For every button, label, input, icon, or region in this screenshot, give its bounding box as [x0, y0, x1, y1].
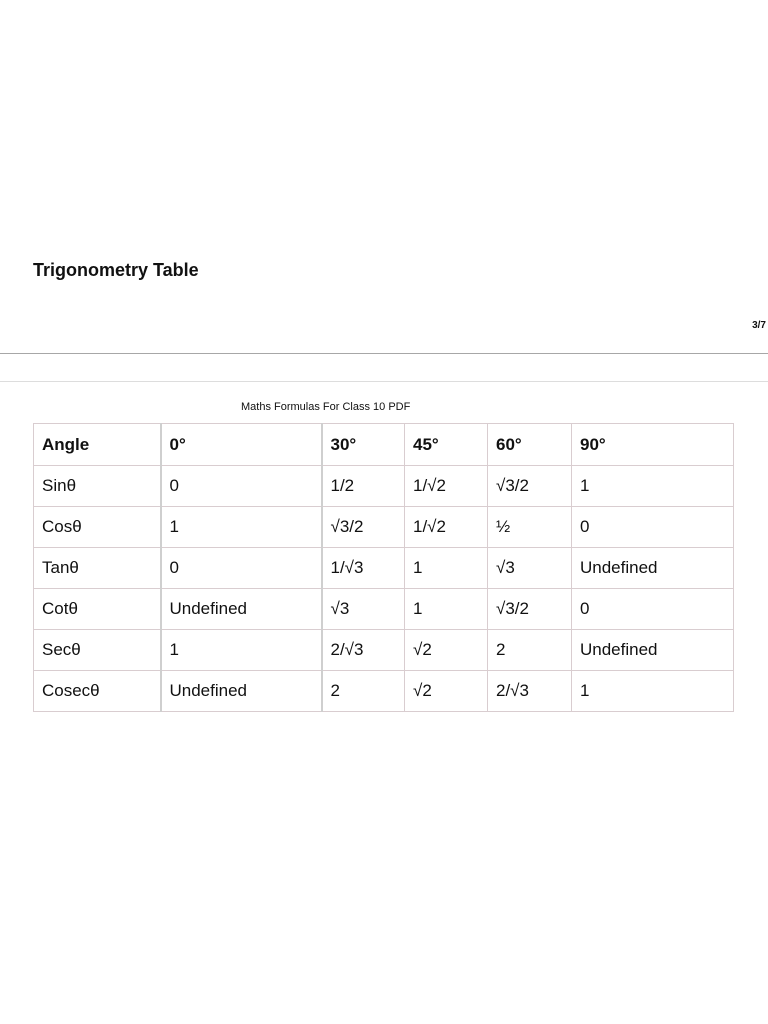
table-cell: √3 — [488, 548, 572, 589]
table-cell: √3/2 — [488, 466, 572, 507]
table-cell: 0 — [161, 466, 322, 507]
header-cell-90-degrees: 90° — [572, 424, 734, 466]
table-row-tan — [34, 548, 734, 589]
header-cell-45-degrees: 45° — [405, 424, 488, 466]
table-row-sec — [34, 630, 734, 671]
trigonometry-table — [33, 423, 734, 712]
table-cell: 0 — [572, 507, 734, 548]
table-cell: Undefined — [161, 671, 322, 712]
table-cell: 1/√3 — [322, 548, 405, 589]
row-label-cell: Tanθ — [34, 548, 161, 589]
table-cell: Undefined — [572, 630, 734, 671]
table-cell: 1 — [161, 630, 322, 671]
table-row-sin — [34, 466, 734, 507]
table-row-cos — [34, 507, 734, 548]
table-cell: 2/√3 — [322, 630, 405, 671]
table-cell: Undefined — [572, 548, 734, 589]
table-cell: √3 — [322, 589, 405, 630]
row-label-cell: Sinθ — [34, 466, 161, 507]
table-cell: 1 — [405, 548, 488, 589]
table-cell: √2 — [405, 630, 488, 671]
page-break-divider-shadow — [0, 381, 768, 382]
table-cell: 1 — [161, 507, 322, 548]
table-cell: 1/2 — [322, 466, 405, 507]
table-cell: 2/√3 — [488, 671, 572, 712]
row-label-cell: Cotθ — [34, 589, 161, 630]
table-cell: 0 — [161, 548, 322, 589]
page-break-divider — [0, 353, 768, 354]
table-cell: 1 — [572, 671, 734, 712]
header-cell-30-degrees: 30° — [322, 424, 405, 466]
table-cell: ½ — [488, 507, 572, 548]
table-cell: √2 — [405, 671, 488, 712]
row-label-cell: Secθ — [34, 630, 161, 671]
table-cell: √3/2 — [322, 507, 405, 548]
table-cell: √3/2 — [488, 589, 572, 630]
table-cell: 2 — [488, 630, 572, 671]
table-cell: Undefined — [161, 589, 322, 630]
section-title: Trigonometry Table — [33, 260, 199, 280]
table-cell: 1/√2 — [405, 466, 488, 507]
header-cell-60-degrees: 60° — [488, 424, 572, 466]
table-row-cosec — [34, 671, 734, 712]
table-header-row — [34, 424, 734, 466]
header-cell-angle: Angle — [34, 424, 161, 466]
document-header: Maths Formulas For Class 10 PDF — [241, 401, 411, 413]
table-cell: 1 — [405, 589, 488, 630]
table-cell: 0 — [572, 589, 734, 630]
row-label-cell: Cosecθ — [34, 671, 161, 712]
table-cell: 1 — [572, 466, 734, 507]
row-label-cell: Cosθ — [34, 507, 161, 548]
table-row-cot — [34, 589, 734, 630]
table-cell: 1/√2 — [405, 507, 488, 548]
page-number: 3/7 — [752, 320, 766, 331]
table-cell: 2 — [322, 671, 405, 712]
header-cell-0-degrees: 0° — [161, 424, 322, 466]
